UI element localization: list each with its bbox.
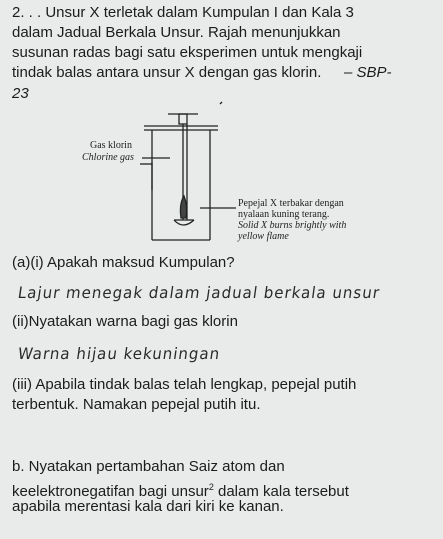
intro-line-3: susunan radas bagi satu eksperimen untuk mengkaji (12, 44, 363, 61)
part-a-ii-question: (ii)Nyatakan warna bagi gas klorin (12, 313, 238, 330)
intro-line-1: 2. . . Unsur X terletak dalam Kumpulan I dan Kala 3 (12, 4, 354, 21)
part-a-i-answer: Lajur menegak dalam jadual berkala unsur (16, 283, 382, 303)
part-a-i-question: (a)(i) Apakah maksud Kumpulan? (12, 254, 235, 271)
solid-label-english-1: Solid X burns brightly with (238, 220, 347, 231)
intro-line-4: tindak balas antara unsur X dengan gas klorin. (12, 64, 322, 81)
part-a-iii-line-1: (iii) Apabila tindak balas telah lengkap, pepejal putih (12, 376, 357, 393)
source-reference: – SBP- (344, 64, 392, 81)
part-a-iii-line-2: terbentuk. Namakan pepejal putih itu. (12, 396, 261, 413)
apparatus-diagram (60, 100, 380, 248)
part-b-line-3: apabila merentasi kala dari kiri ke kanan. (12, 498, 284, 515)
source-number: 23 (12, 85, 29, 102)
solid-label-malay-2: nyalaan kuning terang. (238, 209, 330, 220)
intro-line-2: dalam Jadual Berkala Unsur. Rajah menunjukkan (12, 24, 341, 41)
part-b-line-1: b. Nyatakan pertambahan Saiz atom dan (12, 458, 285, 475)
gas-label-english: Chlorine gas (82, 152, 134, 163)
solid-label-english-2: yellow flame (238, 231, 289, 242)
part-b-line-2-text: keelektronegatifan bagi unsur (12, 483, 209, 500)
part-b-line-2-rest: dalam kala tersebut (213, 483, 349, 500)
part-a-ii-answer: Warna hijau kekuningan (16, 344, 222, 364)
solid-label-malay-1: Pepejal X terbakar dengan (238, 198, 344, 209)
gas-label-malay: Gas klorin (90, 140, 132, 151)
superscript-marker: 2 (208, 482, 214, 492)
